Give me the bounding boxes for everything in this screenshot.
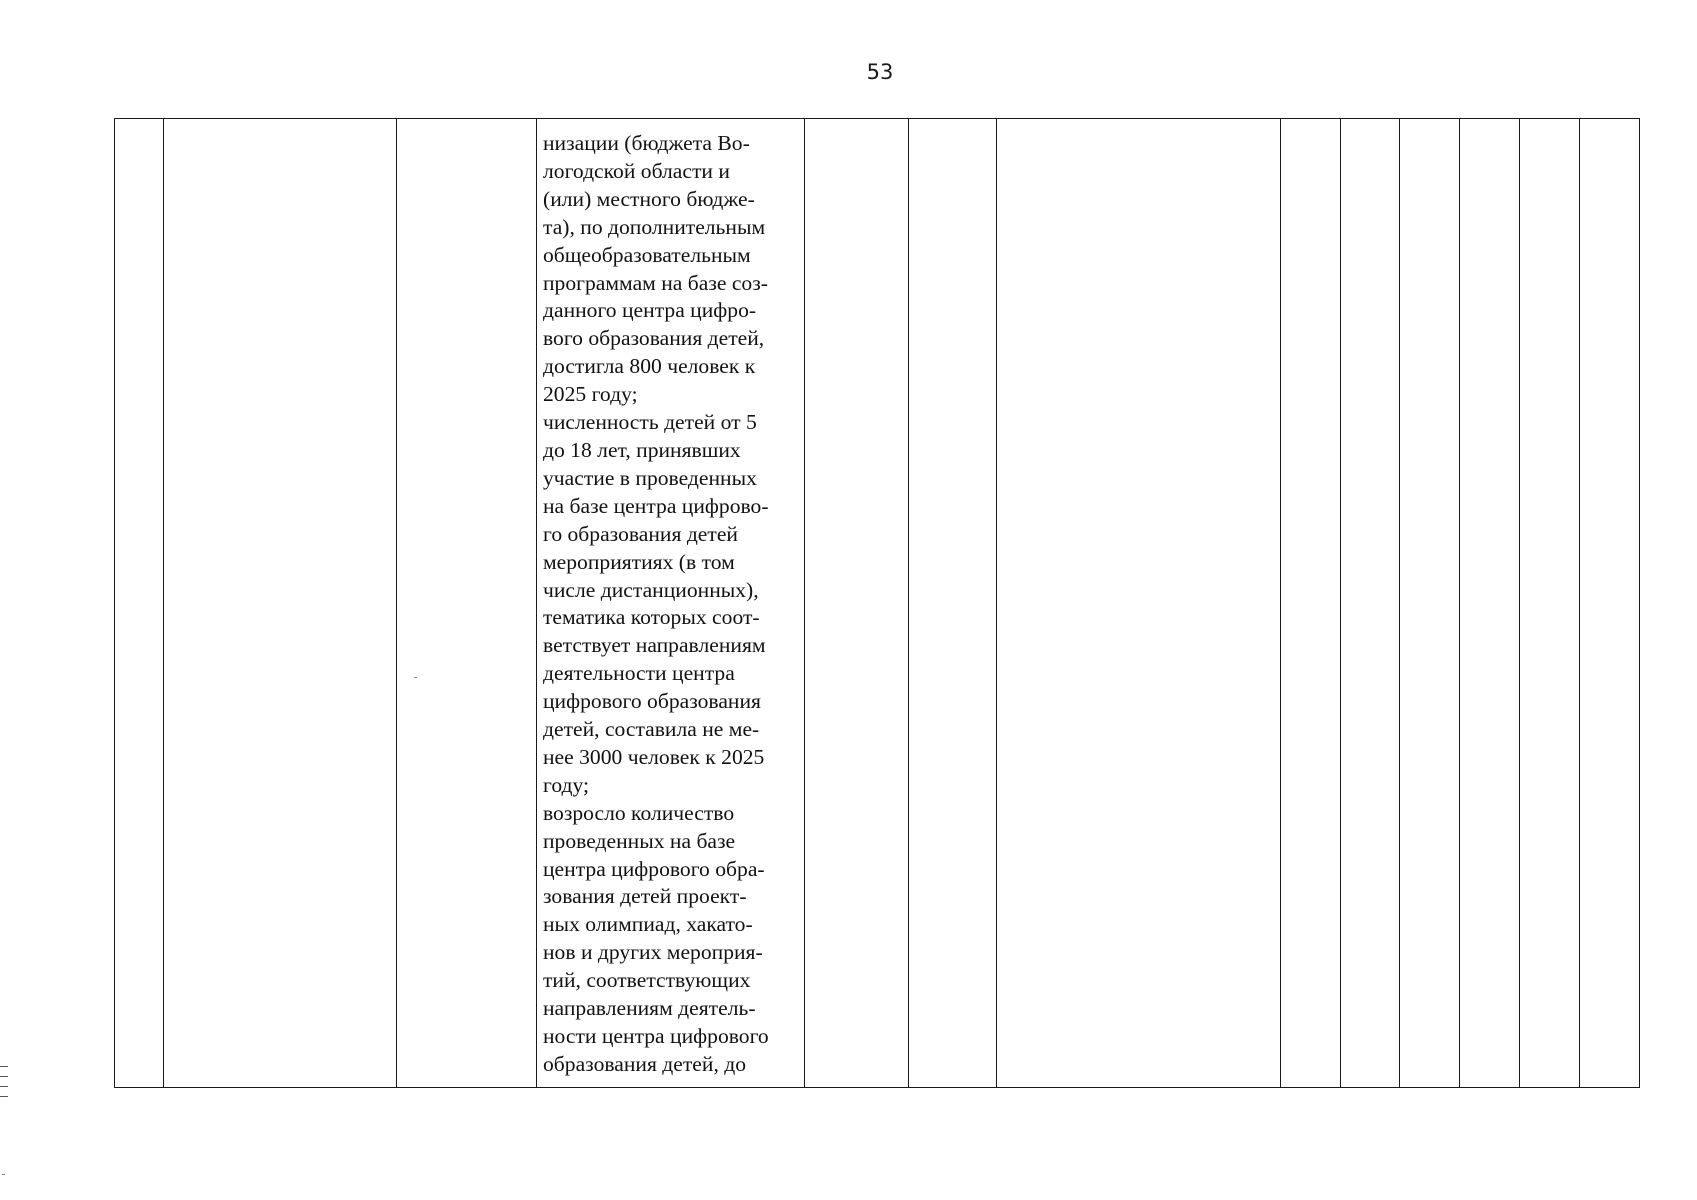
table-column-12 <box>1520 119 1580 1087</box>
scan-artifact <box>0 1066 8 1067</box>
table-column-2 <box>164 119 397 1087</box>
scan-artifact <box>0 1086 8 1087</box>
table-column-9 <box>1341 119 1400 1087</box>
table-column-13 <box>1580 119 1638 1087</box>
scan-artifact <box>414 677 417 678</box>
table-column-6 <box>909 119 997 1087</box>
table-column-10 <box>1400 119 1460 1087</box>
table-column-5 <box>805 119 909 1087</box>
page-number: 53 <box>866 60 894 84</box>
table-column-8 <box>1281 119 1341 1087</box>
table-column-4 <box>537 119 805 1087</box>
document-table <box>114 118 1640 1088</box>
description-cell-text: низации (бюджета Во- логодской области и (или) местного бюдже- та), по дополнительным общеобразовательным программам на базе соз- данного центра цифро- вого образования детей, достигла 800 человек к 2025 году; численность детей от 5 до 18 лет, принявших участие в проведенных на базе центра цифрово- го образования детей мероприятиях (в том числе дистанционных), тематика которых соот- ветствует направлениям деятельности центра цифрового образования детей, составила не ме- нее 3000 человек к 2025 году; возросло количество проведенных на базе центра цифрового обра- зования детей проект- ных олимпиад, хакато- нов и других мероприя- тий, соответствующих направлениям деятель- ности центра цифрового образования детей, до <box>543 131 769 1076</box>
table-column-7 <box>997 119 1281 1087</box>
table-column-11 <box>1460 119 1520 1087</box>
table-column-3 <box>397 119 537 1087</box>
table-column-1 <box>115 119 164 1087</box>
scan-artifact <box>0 1076 8 1077</box>
scan-artifact <box>2 1174 5 1175</box>
scan-artifact <box>0 1096 8 1097</box>
